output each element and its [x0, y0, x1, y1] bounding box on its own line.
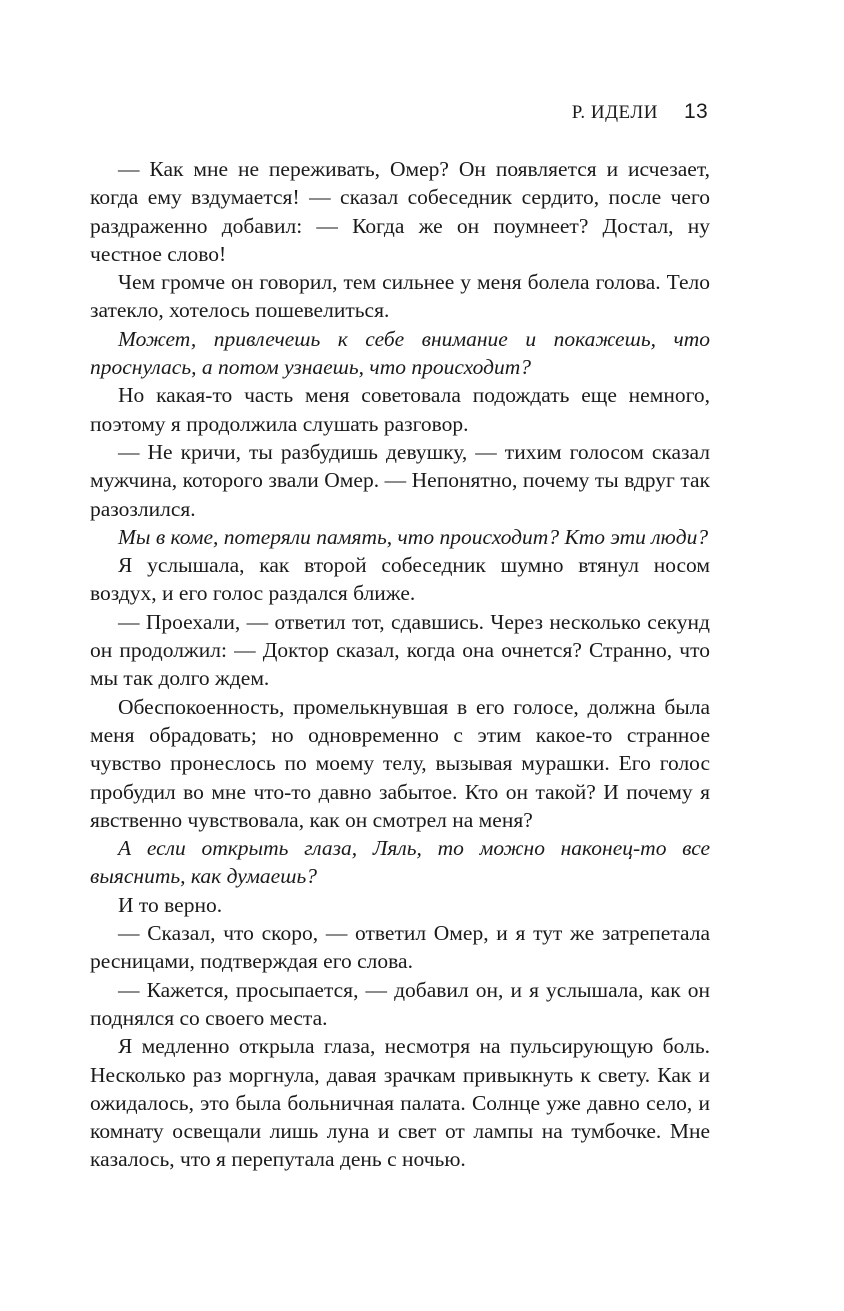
paragraph: И то верно.	[118, 892, 223, 917]
paragraph: — Проехали, — ответил тот, сдавшись. Через несколько секунд он продолжил: — Доктор сказал, когда она очнется? Странно, что мы так долго ждем.	[90, 609, 710, 691]
paragraph: — Сказал, что скоро, — ответил Омер, и я тут же затрепетала ресницами, подтверждая его слова.	[90, 921, 710, 974]
paragraph: — Как мне не переживать, Омер? Он появляется и исчезает, когда ему вздумается! — сказал собеседник сердито, после чего раздраженно добавил: — Когда же он поумнеет? Достал, ну честное слово!	[90, 157, 710, 266]
paragraph: Обеспокоенность, промелькнувшая в его голосе, должна была меня обрадовать; но одновременно с этим какое-то странное чувство пронеслось по моему телу, вызывая мурашки. Его голос пробудил во мне что-то давно забытое. Кто он такой? И почему я явственно чувствовала, как он смотрел на меня?	[90, 694, 710, 832]
running-head	[572, 100, 708, 124]
paragraph: Чем громче он говорил, тем сильнее у меня болела голова. Тело затекло, хотелось пошевелиться.	[90, 270, 710, 323]
page-number: 13	[684, 100, 708, 123]
paragraph: Но какая-то часть меня советовала подождать еще немного, поэтому я продолжила слушать разговор.	[90, 383, 710, 436]
running-head-author: Р. ИДЕЛИ	[571, 102, 659, 123]
body-text	[90, 155, 710, 1174]
paragraph: — Кажется, просыпается, — добавил он, и я услышала, как он поднялся со своего места.	[90, 977, 710, 1030]
paragraph: Я медленно открыла глаза, несмотря на пульсирующую боль. Несколько раз моргнула, давая зрачкам привыкнуть к свету. Как и ожидалось, это была больничная палата. Солнце уже давно село, и комнату освещали лишь луна и свет от лампы на тумбочке. Мне казалось, что я перепутала день с ночью.	[90, 1034, 710, 1172]
paragraph: — Не кричи, ты разбудишь девушку, — тихим голосом сказал мужчина, которого звали Омер. — Непонятно, почему ты вдруг так разозлился.	[90, 439, 710, 521]
italic-paragraph: Мы в коме, потеряли память, что происходит? Кто эти люди?	[118, 524, 709, 549]
italic-paragraph: А если открыть глаза, Ляль, то можно наконец-то все выяснить, как думаешь?	[90, 836, 710, 889]
paragraph: Я услышала, как второй собеседник шумно втянул носом воздух, и его голос раздался ближе.	[90, 553, 710, 606]
italic-paragraph: Может, привлечешь к себе внимание и покажешь, что проснулась, а потом узнаешь, что происходит?	[90, 326, 710, 380]
